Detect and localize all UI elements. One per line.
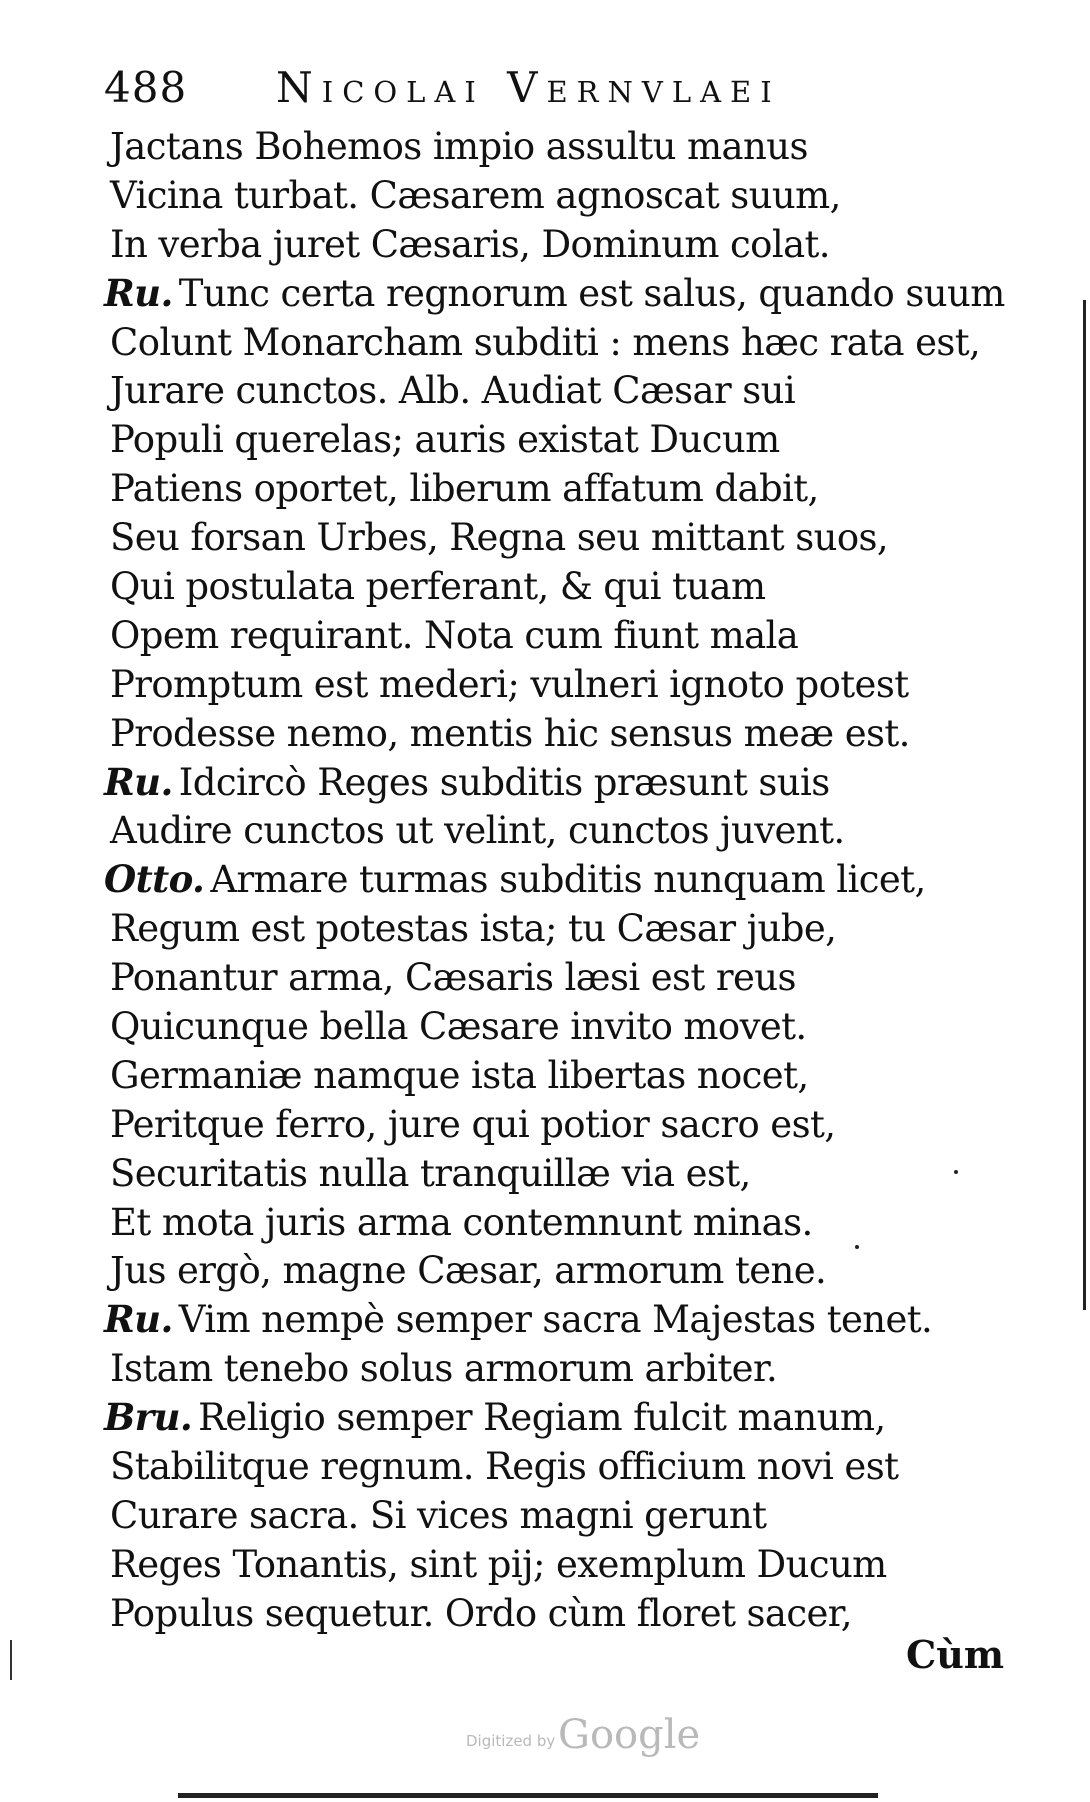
verse-line-26 [104,1344,1004,1393]
speaker-label: Otto. [104,857,205,902]
verse-line-2 [104,171,1004,220]
speaker-label: Ru. [104,759,173,804]
verse-line-29 [104,1491,1004,1540]
verse-line-7 [104,415,1004,464]
verse-line-23 [104,1198,1004,1247]
line-text: Istam tenebo solus armorum arbiter. [110,1347,778,1391]
verse-line-8 [104,464,1004,513]
line-text: Seu forsan Urbes, Regna seu mittant suos, [110,516,889,560]
verse-line-24 [104,1246,1004,1295]
page-number: 488 [104,63,188,112]
line-text: Populi querelas; auris existat Ducum [110,418,780,462]
line-text: Stabilitque regnum. Regis officium novi est [110,1445,899,1489]
running-title: Nicolai Vernvlaei [276,63,781,112]
line-text: Idcircò Reges subditis præsunt suis [178,760,830,804]
ink-speck [954,1170,958,1174]
verse-line-20 [104,1051,1004,1100]
verse-line-25 [104,1295,1004,1344]
line-text: Vim nempè semper sacra Majestas tenet. [178,1298,933,1342]
line-text: Promptum est mederi; vulneri ignoto potest [110,662,909,706]
line-text: Opem requirant. Nota cum fiunt mala [110,613,799,657]
line-text: Tunc certa regnorum est salus, quando suum [178,271,1005,315]
watermark-google-logo: Google [558,1712,701,1758]
google-watermark [466,1712,716,1762]
line-text: Reges Tonantis, sint pij; exemplum Ducum [110,1542,887,1586]
verse-line-3 [104,220,1004,269]
line-text: Germaniæ namque ista libertas nocet, [110,1053,809,1097]
line-text: Audire cunctos ut velint, cunctos juvent. [110,809,845,853]
speaker-label: Ru. [104,270,173,315]
verse-line-12 [104,660,1004,709]
line-text: Jactans Bohemos impio assultu manus [110,125,808,168]
verse-text [104,122,1004,1638]
verse-line-6 [104,366,1004,415]
line-text: Peritque ferro, jure qui potior sacro est, [110,1102,836,1146]
line-text: Populus sequetur. Ordo cùm floret sacer, [110,1591,852,1635]
page-edge-shadow [1083,300,1086,1310]
verse-line-28 [104,1442,1004,1491]
line-text: Et mota juris arma contemnunt minas. [110,1200,813,1244]
verse-line-9 [104,513,1004,562]
verse-line-17 [104,904,1004,953]
line-text: Patiens oportet, liberum affatum dabit, [110,467,819,511]
left-edge-mark [10,1640,12,1680]
line-text: Prodesse nemo, mentis hic sensus meæ est. [110,711,910,755]
verse-line-31 [104,1589,1004,1638]
line-text: Ponantur arma, Cæsaris læsi est reus [110,956,796,1000]
line-text: Quicunque bella Cæsare invito movet. [110,1005,807,1049]
catchword: Cùm [906,1632,1005,1677]
line-text: Securitatis nulla tranquillæ via est, [110,1151,751,1195]
verse-line-16 [104,855,1004,904]
verse-line-14 [104,758,1004,807]
line-text: Jus ergò, magne Cæsar, armorum tene. [110,1249,827,1293]
line-text: Jurare cunctos. Alb. Audiat Cæsar sui [110,369,796,413]
verse-line-11 [104,611,1004,660]
page-header [104,58,904,118]
verse-line-21 [104,1100,1004,1149]
ink-speck [855,1245,859,1249]
speaker-label: Bru. [104,1395,193,1440]
line-text: Colunt Monarcham subditi : mens hæc rata est, [110,320,981,364]
verse-line-27 [104,1393,1004,1442]
bottom-edge-shadow [178,1793,878,1798]
line-text: Qui postulata perferant, & qui tuam [110,565,766,609]
verse-line-13 [104,709,1004,758]
verse-line-22 [104,1149,1004,1198]
line-text: Curare sacra. Si vices magni gerunt [110,1493,767,1537]
line-text: Armare turmas subditis nunquam licet, [210,858,926,902]
verse-line-15 [104,806,1004,855]
line-text: In verba juret Cæsaris, Dominum colat. [110,222,830,266]
verse-line-10 [104,562,1004,611]
verse-line-1 [104,122,1004,171]
speaker-label: Ru. [104,1297,173,1342]
line-text: Vicina turbat. Cæsarem agnoscat suum, [110,173,841,217]
watermark-digitized-by: Digitized by [466,1732,556,1750]
verse-line-18 [104,953,1004,1002]
verse-line-19 [104,1002,1004,1051]
verse-line-4 [104,269,1004,318]
line-text: Religio semper Regiam fulcit manum, [198,1396,886,1440]
verse-line-30 [104,1540,1004,1589]
verse-line-5 [104,318,1004,367]
line-text: Regum est potestas ista; tu Cæsar jube, [110,907,837,951]
